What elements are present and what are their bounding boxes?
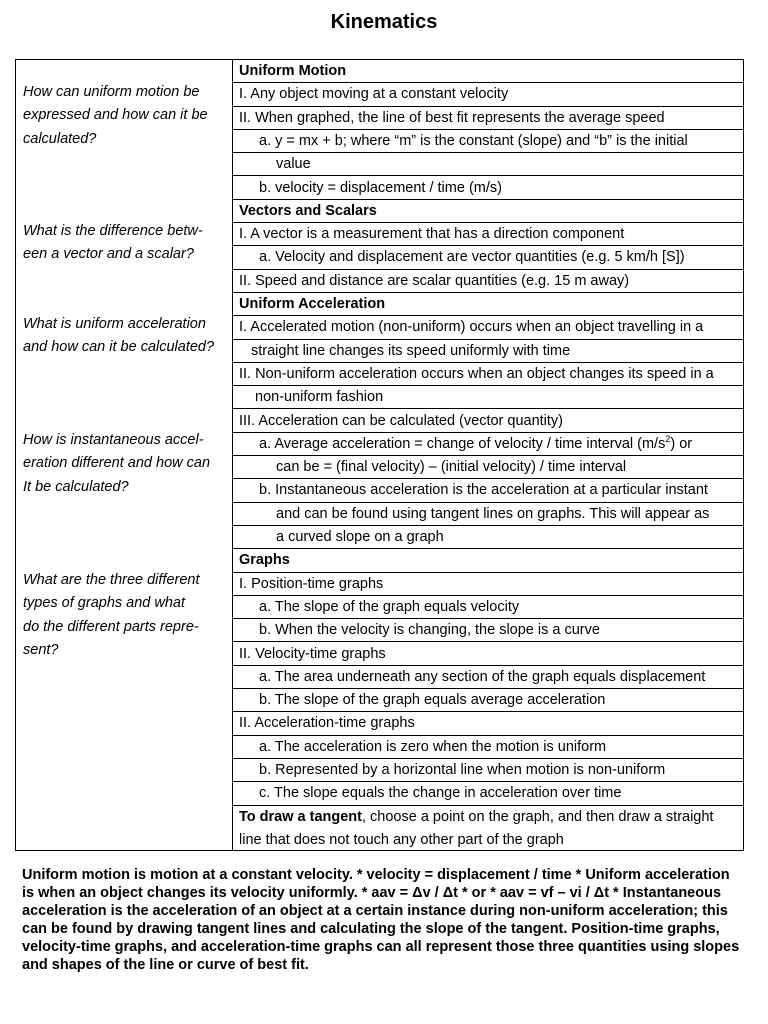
cornell-notes-table (15, 59, 744, 851)
superscript: 2 (665, 433, 671, 444)
note-line (233, 433, 743, 456)
note-line: a. Velocity and displacement are vector quantities (e.g. 5 km/h [S]) (233, 246, 743, 269)
note-line: value (233, 153, 743, 176)
note-line: II. When graphed, the line of best fit represents the average speed (233, 107, 743, 130)
note-line: a. The acceleration is zero when the motion is uniform (233, 736, 743, 759)
note-line: non-uniform fashion (233, 386, 743, 409)
note-line: I. A vector is a measurement that has a direction component (233, 223, 743, 246)
note-line: a curved slope on a graph (233, 526, 743, 549)
note-text: ) or (670, 435, 693, 452)
section-header: Uniform Acceleration (233, 293, 743, 316)
section-header: Vectors and Scalars (233, 200, 743, 223)
note-line: line that does not touch any other part of the graph (239, 831, 564, 848)
note-text: a. Average acceleration = change of velocity / time interval (m/s (259, 435, 666, 452)
note-line: II. Velocity-time graphs (233, 643, 743, 666)
notes-column (233, 60, 743, 850)
cue-question: How is instantaneous accel- eration different and how can It be calculated? (23, 432, 211, 495)
note-line: a. y = mx + b; where “m” is the constant (slope) and “b” is the initial (233, 130, 743, 153)
note-line: b. Represented by a horizontal line when motion is non-uniform (233, 759, 743, 782)
note-line: II. Non-uniform acceleration occurs when an object changes its speed in a (233, 363, 743, 386)
cue-column (16, 60, 233, 850)
note-line: II. Acceleration-time graphs (233, 712, 743, 735)
note-line: I. Any object moving at a constant velocity (233, 83, 743, 106)
tangent-bold-text: To draw a tangent (239, 808, 362, 825)
note-line (233, 806, 743, 829)
note-line: III. Acceleration can be calculated (vector quantity) (233, 410, 743, 433)
cue-question: What is uniform acceleration and how can it be calculated? (23, 316, 215, 356)
note-line: can be = (final velocity) – (initial velocity) / time interval (233, 456, 743, 479)
page-title: Kinematics (330, 11, 438, 33)
cue-question: What is the difference betw- een a vector and a scalar? (23, 223, 203, 263)
note-line: b. When the velocity is changing, the slope is a curve (233, 619, 743, 642)
cue-question: What are the three different types of graphs and what do the different parts repre- sent? (23, 572, 200, 658)
note-line: a. The slope of the graph equals velocity (233, 596, 743, 619)
note-line: straight line changes its speed uniformly with time (233, 340, 743, 363)
note-line: and can be found using tangent lines on graphs. This will appear as (233, 503, 743, 526)
note-line: II. Speed and distance are scalar quantities (e.g. 15 m away) (233, 270, 743, 293)
note-line: b. velocity = displacement / time (m/s) (233, 177, 743, 200)
note-text: , choose a point on the graph, and then draw a straight (362, 808, 714, 825)
note-line: c. The slope equals the change in acceleration over time (233, 782, 743, 805)
note-line: I. Accelerated motion (non-uniform) occurs when an object travelling in a (233, 316, 743, 339)
note-line: I. Position-time graphs (233, 573, 743, 596)
note-line: b. Instantaneous acceleration is the acceleration at a particular instant (233, 479, 743, 502)
cue-question: How can uniform motion be expressed and how can it be calculated? (23, 84, 208, 147)
note-line: b. The slope of the graph equals average acceleration (233, 689, 743, 712)
section-header: Graphs (233, 549, 743, 572)
note-line: a. The area underneath any section of the graph equals displacement (233, 666, 743, 689)
section-header: Uniform Motion (233, 60, 743, 83)
summary-paragraph: Uniform motion is motion at a constant velocity. * velocity = displacement / time * Uniform acceleration is when an object changes its velocity uniformly. * aav = Δv / Δt * or * aav = vf – vi / Δt * Instantaneous acceleration is the acceleration of an object at a certain instance during non-uniform acceleration; this can be found by drawing tangent lines and calculating the slope of the tangent. Position-time graphs, velocity-time graphs, and acceleration-time graphs can all represent those three quantities using slopes and shapes of the line or curve of best fit. (22, 867, 740, 973)
